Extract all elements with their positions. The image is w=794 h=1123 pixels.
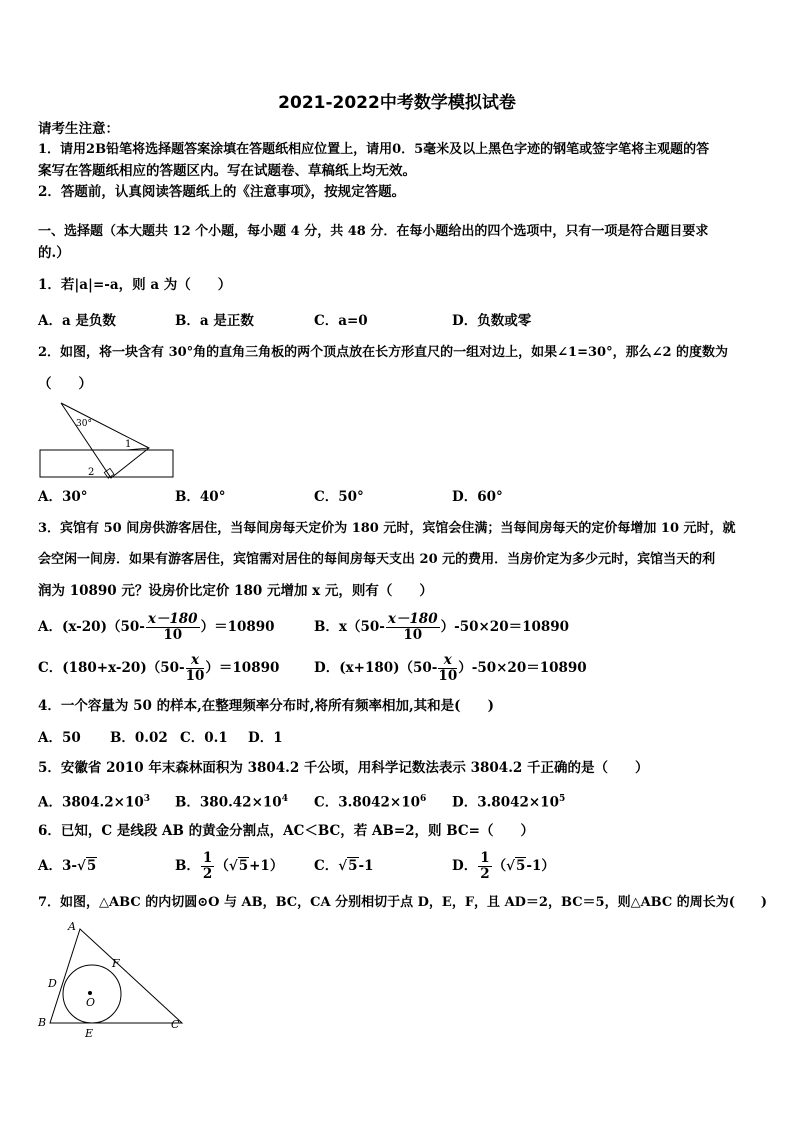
question-1-option-d[interactable]: D．负数或零	[452, 313, 532, 329]
sqrt-icon: √	[506, 858, 515, 874]
question-4-option-c[interactable]: C．0.1	[180, 730, 228, 746]
question-3-stem-line-1: 3．宾馆有 50 间房供游客居住，当每间房每天定价为 180 元时，宾馆会住满；当每间房每天的定价每增加 10 元时，就	[38, 521, 736, 536]
point-f-label: F	[112, 957, 120, 970]
angle-1-label: 1	[125, 439, 132, 450]
section-1-heading-line-1: 一、选择题（本大题共 12 个小题，每小题 4 分，共 48 分．在每小题给出的四个选项中，只有一项是符合题目要求	[38, 224, 709, 239]
point-d-label: D	[48, 977, 57, 990]
fraction: $\frac{x}{10}$	[185, 652, 205, 684]
question-6-stem: 6．已知，C 是线段 AB 的黄金分割点，AC＜BC，若 AB=2，则 BC=（ ）	[38, 823, 534, 839]
question-2-stem-line-1: 2．如图，将一块含有 30°角的直角三角板的两个顶点放在长方形直尺的一组对边上，如果∠1=30°，那么∠2 的度数为	[38, 345, 729, 360]
sqrt-icon: √	[338, 858, 348, 874]
fraction: $\frac{x-180}{10}$	[147, 611, 198, 643]
question-4-stem: 4．一个容量为 50 的样本,在整理频率分布时,将所有频率相加,其和是( )	[38, 698, 494, 714]
question-2-option-b[interactable]: B．40°	[175, 489, 226, 505]
question-4-option-d[interactable]: D．1	[248, 730, 283, 746]
question-6-option-c[interactable]: C．√5-1	[314, 858, 374, 874]
center-o-dot	[88, 991, 92, 995]
notice-item-1-line-1: 1．请用2B铅笔将选择题答案涂填在答题纸相应位置上，请用0．5毫米及以上黑色字迹的钢笔或签字笔将主观题的答	[38, 142, 710, 157]
question-6-option-d[interactable]: D． $\frac{1}{2}$ （√5-1）	[452, 850, 555, 882]
section-1-heading-line-2: 的.）	[38, 245, 70, 261]
sqrt-icon: √	[76, 858, 86, 874]
question-2-option-c[interactable]: C．50°	[314, 489, 364, 505]
question-2-stem-line-2: （ ）	[38, 376, 92, 392]
sqrt-icon: √	[228, 858, 238, 874]
set-square-triangle	[61, 403, 149, 478]
question-4-option-b[interactable]: B．0.02	[110, 730, 168, 746]
angle-30-label: 30°	[76, 419, 92, 429]
question-3-option-c[interactable]: C．(180+x-20)（50- $\frac{x}{10}$ ）＝10890	[38, 652, 280, 684]
question-4-option-a[interactable]: A．50	[38, 730, 81, 746]
question-5-stem: 5．安徽省 2010 年末森林面积为 3804.2 千公顷，用科学记数法表示 3804.2 千正确的是（ ）	[38, 760, 649, 776]
notice-item-2: 2．答题前，认真阅读答题纸上的《注意事项》，按规定答题。	[38, 184, 406, 200]
fraction: $\frac{x-180}{10}$	[387, 611, 438, 643]
fraction: $\frac{1}{2}$	[202, 850, 213, 882]
ruler-rectangle	[40, 450, 173, 477]
question-1-option-c[interactable]: C．a=0	[314, 313, 368, 329]
page-title: 2021-2022中考数学模拟试卷	[278, 93, 516, 113]
question-3-stem-line-3: 润为 10890 元？设房价比定价 180 元增加 x 元，则有（ ）	[38, 583, 433, 599]
question-5-option-b[interactable]: B．$380.42\times 10^4$	[175, 794, 288, 811]
question-7-figure	[34, 916, 194, 1044]
question-3-option-a[interactable]: A．(x-20)（50- $\frac{x-180}{10}$ ）＝10890	[38, 611, 275, 643]
question-2-option-a[interactable]: A．30°	[38, 489, 88, 505]
question-2-option-d[interactable]: D．60°	[452, 489, 503, 505]
question-3-option-d[interactable]: D．(x+180)（50- $\frac{x}{10}$ ）-50×20＝10890	[314, 652, 587, 684]
point-a-label: A	[68, 920, 76, 933]
question-5-option-d[interactable]: D．$3.8042\times 10^5$	[452, 794, 566, 811]
angle-2-label: 2	[88, 467, 95, 478]
fraction: $\frac{1}{2}$	[480, 850, 490, 882]
notice-item-1-line-2: 案写在答题纸相应的答题区内。写在试题卷、草稿纸上均无效。	[38, 163, 416, 179]
question-3-option-b[interactable]: B．x（50- $\frac{x-180}{10}$ ）-50×20＝10890	[314, 611, 570, 643]
point-e-label: E	[85, 1027, 94, 1040]
question-5-option-c[interactable]: C．$3.8042\times 10^6$	[314, 794, 427, 811]
point-c-label: C	[171, 1018, 180, 1031]
point-o-label: O	[86, 996, 96, 1009]
notice-heading: 请考生注意：	[38, 121, 119, 137]
question-1-option-b[interactable]: B．a 是正数	[175, 313, 254, 329]
question-1-option-a[interactable]: A．a 是负数	[38, 313, 116, 329]
question-2-figure	[36, 398, 178, 482]
incircle-o	[63, 965, 121, 1023]
question-3-stem-line-2: 会空闲一间房．如果有游客居住，宾馆需对居住的每间房每天支出 20 元的费用．当房价定为多少元时，宾馆当天的利	[38, 552, 716, 567]
question-6-option-b[interactable]: B． $\frac{1}{2}$ （√5+1）	[175, 850, 284, 882]
point-b-label: B	[38, 1016, 47, 1029]
question-6-option-a[interactable]: A．3-√5	[38, 858, 97, 874]
question-7-stem: 7．如图，△ABC 的内切圆⊙O 与 AB，BC，CA 分别相切于点 D，E，F，且 AD＝2，BC＝5，则△ABC 的周长为( )	[38, 895, 768, 910]
question-1-stem: 1．若|a|=-a，则 a 为（ ）	[38, 277, 232, 293]
question-5-option-a[interactable]: A．$3804.2\times 10^3$	[38, 794, 151, 811]
fraction: $\frac{x}{10}$	[438, 652, 458, 684]
